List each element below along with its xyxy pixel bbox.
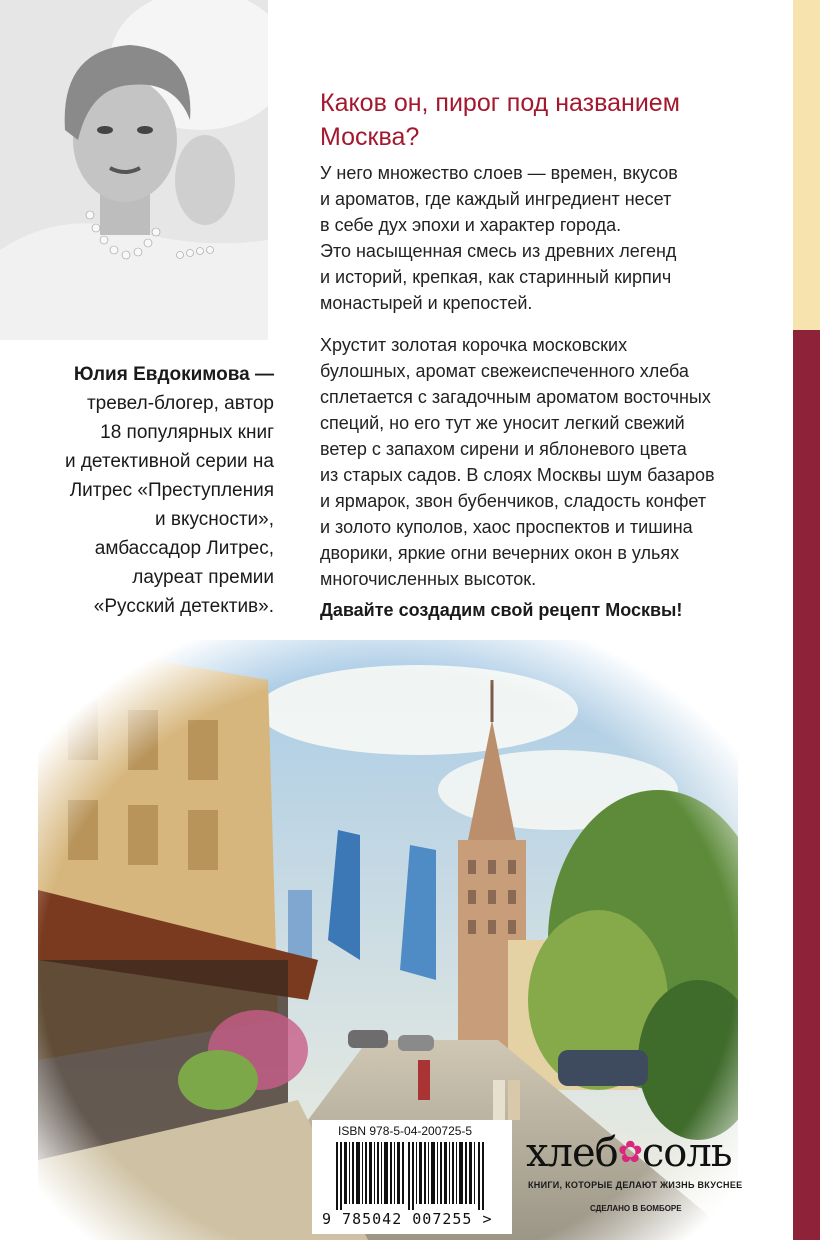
bio-line: тревел-блогер, автор bbox=[86, 393, 274, 414]
paragraph-line: в себе дух эпохи и характер города. bbox=[320, 215, 622, 235]
description-paragraph-1 bbox=[320, 160, 760, 316]
paragraph-line: У него множество слоев — времен, вкусов bbox=[320, 163, 678, 183]
logo-word-right: соль bbox=[641, 1130, 732, 1176]
paragraph-line: булошных, аромат свежеиспеченного хлеба bbox=[320, 361, 689, 381]
paragraph-line: многочисленных высоток. bbox=[320, 569, 537, 589]
barcode-bars bbox=[336, 1142, 496, 1210]
barcode-digits: 9 785042 007255 > bbox=[322, 1210, 493, 1228]
spine-strip-bottom bbox=[793, 330, 820, 1240]
isbn-label: ISBN 978-5-04-200725-5 bbox=[338, 1124, 473, 1138]
paragraph-line: Это насыщенная смесь из древних легенд bbox=[320, 241, 677, 261]
bio-line: «Русский детектив». bbox=[93, 596, 274, 617]
author-name: Юлия Евдокимова — bbox=[73, 364, 274, 385]
flower-icon: ✿ bbox=[617, 1135, 642, 1170]
isbn-barcode bbox=[312, 1120, 512, 1234]
publisher-tagline: КНИГИ, КОТОРЫЕ ДЕЛАЮТ ЖИЗНЬ ВКУСНЕЕ bbox=[528, 1180, 743, 1190]
paragraph-line: и ярмарок, звон бубенчиков, сладость конфет bbox=[320, 491, 707, 511]
call-to-action: Давайте создадим свой рецепт Москвы! bbox=[320, 600, 683, 620]
logo-wordmark bbox=[526, 1130, 732, 1176]
paragraph-line: сплетается с загадочным ароматом восточных bbox=[320, 387, 711, 407]
logo-word-left: хлеб bbox=[526, 1130, 618, 1176]
paragraph-line: монастырей и крепостей. bbox=[320, 293, 533, 313]
headline-line: Москва? bbox=[320, 123, 420, 151]
publisher-logo bbox=[520, 1130, 750, 1230]
paragraph-line: дворики, яркие огни вечерних окон в ульях bbox=[320, 543, 680, 563]
bio-line: амбассадор Литрес, bbox=[94, 538, 274, 559]
author-photo-illustration bbox=[0, 0, 268, 340]
spine-strip-top bbox=[793, 0, 820, 330]
paragraph-line: специй, но его тут же уносит легкий свежий bbox=[320, 413, 685, 433]
paragraph-line: из старых садов. В слоях Москвы шум базаров bbox=[320, 465, 715, 485]
paragraph-line: и историй, крепкая, как старинный кирпич bbox=[320, 267, 672, 287]
publisher-made-in: СДЕЛАНО В БОМБОРЕ bbox=[590, 1204, 682, 1213]
book-headline bbox=[320, 86, 760, 154]
paragraph-line: ветер с запахом сирени и яблоневого цвета bbox=[320, 439, 687, 459]
paragraph-line: Хрустит золотая корочка московских bbox=[320, 335, 628, 355]
bio-line: и вкусности», bbox=[154, 509, 274, 530]
bio-line: лауреат премии bbox=[132, 567, 274, 588]
description-paragraph-2 bbox=[320, 332, 760, 592]
bio-line: Литрес «Преступления bbox=[69, 480, 274, 501]
bio-line: и детективной серии на bbox=[64, 451, 274, 472]
author-photo bbox=[0, 0, 268, 340]
paragraph-line: и ароматов, где каждый ингредиент несет bbox=[320, 189, 672, 209]
paragraph-line: и золото куполов, хаос проспектов и тишина bbox=[320, 517, 693, 537]
headline-line: Каков он, пирог под названием bbox=[320, 89, 680, 117]
author-bio bbox=[24, 360, 274, 621]
bio-line: 18 популярных книг bbox=[100, 422, 274, 443]
